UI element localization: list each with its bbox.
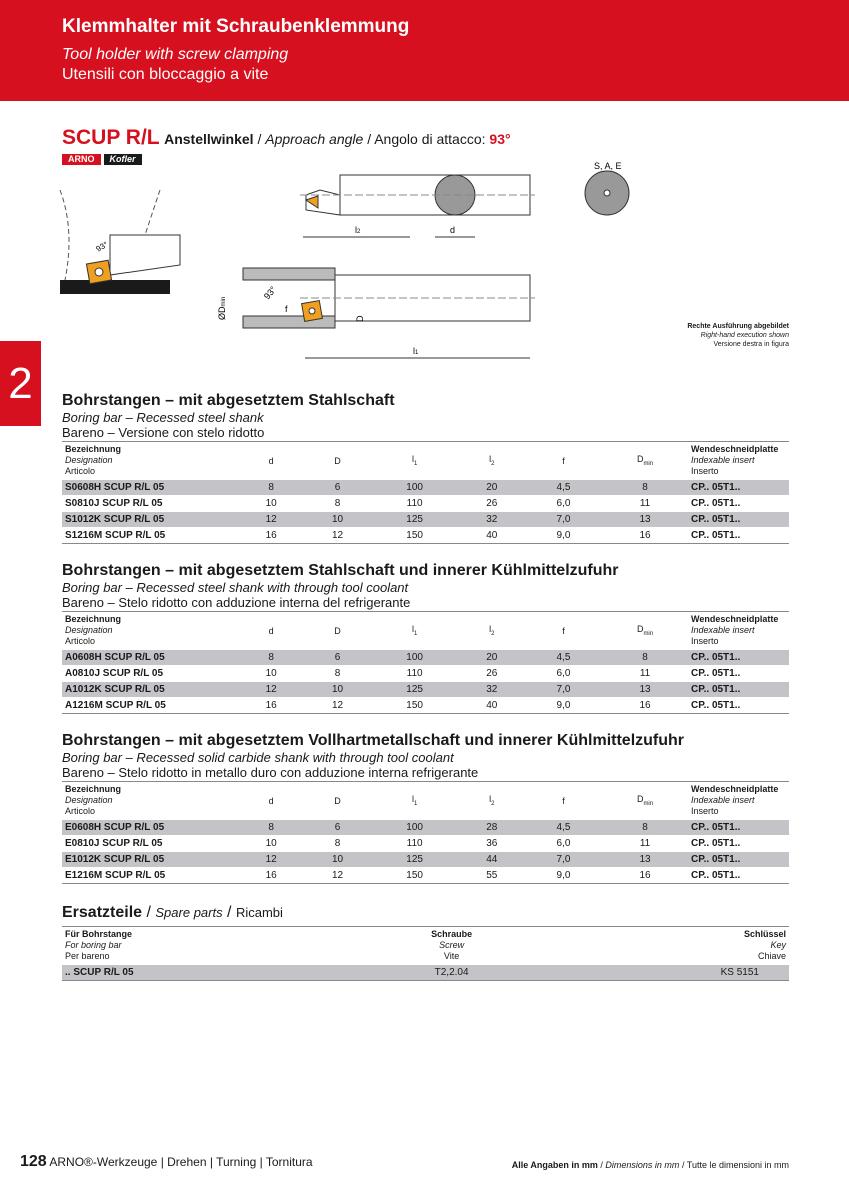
- section-title-it: Bareno – Stelo ridotto con adduzione interna del refrigerante: [62, 595, 411, 610]
- cell-dmin: 13: [602, 512, 688, 528]
- cell-designation: E0810J SCUP R/L 05: [62, 836, 238, 852]
- col-D: D: [304, 442, 370, 480]
- angle-label-en: Approach angle: [265, 131, 364, 147]
- spare-parts-section: [62, 904, 789, 981]
- cell-dmin: 16: [602, 528, 688, 544]
- spare-parts-table: [62, 926, 789, 981]
- cell-l1: 150: [371, 698, 459, 714]
- cell-l2: 55: [459, 868, 525, 884]
- cell-insert: CP.. 05T1..: [688, 682, 789, 698]
- article-table: [62, 781, 789, 884]
- cell-f: 7,0: [525, 852, 602, 868]
- cell-designation: E0608H SCUP R/L 05: [62, 820, 238, 836]
- col-l2: $l_2$: [459, 442, 525, 480]
- cell-f: 6,0: [525, 836, 602, 852]
- cell-f: 4,5: [525, 820, 602, 836]
- cell-l2: 26: [459, 496, 525, 512]
- cell-dmin: 11: [602, 496, 688, 512]
- table-row: [62, 698, 789, 714]
- col-dmin: $D_{min}$: [602, 612, 688, 650]
- section-title-en: Boring bar – Recessed steel shank: [62, 410, 264, 425]
- angle-label-de: Anstellwinkel: [164, 131, 254, 147]
- cell-f: 4,5: [525, 650, 602, 666]
- cell-dmin: 13: [602, 852, 688, 868]
- col-dmin: $D_{min}$: [602, 782, 688, 820]
- cell-designation: S0810J SCUP R/L 05: [62, 496, 238, 512]
- cell-insert: CP.. 05T1..: [688, 836, 789, 852]
- cell-f: 6,0: [525, 666, 602, 682]
- cell-insert: CP.. 05T1..: [688, 820, 789, 836]
- arno-logo: ARNO: [62, 154, 101, 165]
- table-row: [62, 496, 789, 512]
- cell-d: 8: [238, 820, 304, 836]
- cell-f: 4,5: [525, 480, 602, 496]
- table-row: [62, 852, 789, 868]
- table-row: [62, 666, 789, 682]
- section-title-de: Bohrstangen – mit abgesetztem Vollhartmetallschaft und innerer Kühlmittelzufuhr: [62, 732, 685, 749]
- dim-l2-text: l2: [355, 225, 361, 235]
- cell-l1: 125: [371, 852, 459, 868]
- sketch-angle-text: 93°: [94, 239, 110, 254]
- cell-d: 12: [238, 682, 304, 698]
- section-title-en: Boring bar – Recessed solid carbide shank with through tool coolant: [62, 750, 454, 765]
- cell-designation: S1216M SCUP R/L 05: [62, 528, 238, 544]
- cell-designation: A0608H SCUP R/L 05: [62, 650, 238, 666]
- dim-angle-text: 93°: [261, 284, 279, 302]
- cell-d: 10: [238, 836, 304, 852]
- cell-l1: 100: [371, 650, 459, 666]
- sae-label: S, A, E: [594, 161, 622, 171]
- section-title-it: Bareno – Versione con stelo ridotto: [62, 425, 265, 440]
- cell-insert: CP.. 05T1..: [688, 496, 789, 512]
- header-title-de: Klemmhalter mit Schraubenklemmung: [62, 16, 410, 37]
- cell-f: 9,0: [525, 698, 602, 714]
- col-d: d: [238, 442, 304, 480]
- cell-insert: CP.. 05T1..: [688, 528, 789, 544]
- section-title-de: Bohrstangen – mit abgesetztem Stahlschaft: [62, 392, 395, 409]
- footer-left: [20, 1153, 313, 1171]
- cell-insert: CP.. 05T1..: [688, 698, 789, 714]
- cell-f: 7,0: [525, 512, 602, 528]
- col-designation: Bezeichnung Designation Articolo: [62, 612, 238, 650]
- article-table: [62, 611, 789, 714]
- cell-insert: CP.. 05T1..: [688, 480, 789, 496]
- cell-D: 12: [304, 698, 370, 714]
- col-insert: Wendeschneidplatte Indexable insert Inserto: [688, 782, 789, 820]
- cell-insert: CP.. 05T1..: [688, 868, 789, 884]
- table-row: [62, 480, 789, 496]
- table-row: [62, 528, 789, 544]
- side-view: [300, 175, 535, 237]
- cell-designation: S1012K SCUP R/L 05: [62, 512, 238, 528]
- angle-value: 93°: [489, 131, 511, 147]
- dim-Dmin-text: ØDmin: [217, 296, 227, 320]
- col-insert: Wendeschneidplatte Indexable insert Inserto: [688, 442, 789, 480]
- product-title: SCUP R/L Anstellwinkel / Approach angle / Angolo di attacco: 93°: [62, 126, 511, 149]
- article-section: [62, 562, 789, 714]
- angle-label-it: Angolo di attacco:: [374, 131, 486, 147]
- table-row: [62, 682, 789, 698]
- cell-insert: CP.. 05T1..: [688, 512, 789, 528]
- cell-designation: A1216M SCUP R/L 05: [62, 698, 238, 714]
- cell-l1: 100: [371, 820, 459, 836]
- article-table: [62, 441, 789, 544]
- footer-right: Alle Angaben in mm / Dimensions in mm / Tutte le dimensioni in mm: [511, 1160, 789, 1170]
- cell-insert: CP.. 05T1..: [688, 852, 789, 868]
- cell-D: 10: [304, 512, 370, 528]
- cell-d: 16: [238, 868, 304, 884]
- table-row: [62, 650, 789, 666]
- page-number: 128: [20, 1153, 47, 1170]
- cell-l2: 26: [459, 666, 525, 682]
- cell-l1: 110: [371, 496, 459, 512]
- cell-l2: 20: [459, 650, 525, 666]
- cell-l1: 125: [371, 512, 459, 528]
- cell-D: 10: [304, 682, 370, 698]
- table-row: .. SCUP R/L 05 T2,2.04 KS 5151: [62, 965, 789, 981]
- cell-l2: 40: [459, 698, 525, 714]
- cell-d: 10: [238, 666, 304, 682]
- spare-col-screw: Schraube Screw Vite: [368, 927, 535, 965]
- cell-d: 12: [238, 512, 304, 528]
- col-dmin: $D_{min}$: [602, 442, 688, 480]
- cell-f: 9,0: [525, 868, 602, 884]
- section-title-it: Bareno – Stelo ridotto in metallo duro con adduzione interna refrigerante: [62, 765, 479, 780]
- cell-D: 6: [304, 650, 370, 666]
- col-D: D: [304, 782, 370, 820]
- cell-l1: 110: [371, 666, 459, 682]
- table-row: [62, 868, 789, 884]
- dim-l1-text: l1: [413, 346, 419, 356]
- cross-section: [585, 161, 629, 215]
- spare-col-bar: Für Bohrstange For boring bar Per bareno: [62, 927, 368, 965]
- cell-l1: 100: [371, 480, 459, 496]
- cell-D: 10: [304, 852, 370, 868]
- cell-D: 6: [304, 480, 370, 496]
- cell-designation: S0608H SCUP R/L 05: [62, 480, 238, 496]
- cell-designation: E1216M SCUP R/L 05: [62, 868, 238, 884]
- cell-l2: 44: [459, 852, 525, 868]
- header-title-it: Utensili con bloccaggio a vite: [62, 66, 269, 83]
- col-D: D: [304, 612, 370, 650]
- cell-f: 7,0: [525, 682, 602, 698]
- article-section: [62, 392, 789, 544]
- chapter-tab: 2: [0, 341, 41, 426]
- cell-D: 12: [304, 868, 370, 884]
- section-title-de: Bohrstangen – mit abgesetztem Stahlschaft und innerer Kühlmittelzufuhr: [62, 562, 619, 579]
- article-section: [62, 732, 789, 884]
- spare-parts-title: Ersatzteile / Spare parts / Ricambi: [62, 904, 283, 921]
- cell-d: 16: [238, 528, 304, 544]
- spare-col-key: Schlüssel Key Chiave: [535, 927, 789, 965]
- cell-l2: 20: [459, 480, 525, 496]
- cell-l1: 110: [371, 836, 459, 852]
- cell-d: 16: [238, 698, 304, 714]
- dim-f-text: f: [285, 304, 288, 314]
- section-title-en: Boring bar – Recessed steel shank with through tool coolant: [62, 580, 409, 595]
- footer-text: ARNO®-Werkzeuge | Drehen | Turning | Tornitura: [49, 1155, 313, 1169]
- cell-l1: 125: [371, 682, 459, 698]
- dim-d-text: d: [450, 225, 456, 235]
- cell-l2: 28: [459, 820, 525, 836]
- cell-D: 8: [304, 496, 370, 512]
- cell-dmin: 8: [602, 480, 688, 496]
- cell-l2: 36: [459, 836, 525, 852]
- col-designation: Bezeichnung Designation Articolo: [62, 442, 238, 480]
- table-row: [62, 836, 789, 852]
- note-en: Right-hand execution shown: [700, 332, 789, 339]
- cell-l1: 150: [371, 868, 459, 884]
- cell-D: 6: [304, 820, 370, 836]
- table-row: [62, 820, 789, 836]
- cell-insert: CP.. 05T1..: [688, 666, 789, 682]
- col-insert: Wendeschneidplatte Indexable insert Inserto: [688, 612, 789, 650]
- col-f: f: [525, 612, 602, 650]
- perspective-sketch: [60, 190, 180, 294]
- cell-l2: 32: [459, 682, 525, 698]
- cell-dmin: 8: [602, 650, 688, 666]
- cell-dmin: 16: [602, 868, 688, 884]
- cell-d: 12: [238, 852, 304, 868]
- cell-l2: 32: [459, 512, 525, 528]
- product-code: SCUP R/L: [62, 126, 160, 149]
- header-title-en: Tool holder with screw clamping: [62, 46, 289, 63]
- cell-l1: 150: [371, 528, 459, 544]
- col-f: f: [525, 442, 602, 480]
- cell-f: 9,0: [525, 528, 602, 544]
- cell-dmin: 11: [602, 836, 688, 852]
- cell-d: 10: [238, 496, 304, 512]
- cell-insert: CP.. 05T1..: [688, 650, 789, 666]
- note-de: Rechte Ausführung abgebildet: [687, 323, 789, 330]
- cell-dmin: 16: [602, 698, 688, 714]
- col-l2: $l_2$: [459, 612, 525, 650]
- cell-dmin: 11: [602, 666, 688, 682]
- col-l1: $l_1$: [371, 612, 459, 650]
- page-header: [0, 0, 849, 101]
- cell-l2: 40: [459, 528, 525, 544]
- col-designation: Bezeichnung Designation Articolo: [62, 782, 238, 820]
- cell-designation: E1012K SCUP R/L 05: [62, 852, 238, 868]
- col-d: d: [238, 782, 304, 820]
- col-l2: $l_2$: [459, 782, 525, 820]
- cell-designation: A0810J SCUP R/L 05: [62, 666, 238, 682]
- cell-D: 12: [304, 528, 370, 544]
- cell-d: 8: [238, 650, 304, 666]
- cell-d: 8: [238, 480, 304, 496]
- col-l1: $l_1$: [371, 442, 459, 480]
- execution-note: [687, 322, 789, 349]
- cell-D: 8: [304, 666, 370, 682]
- kofler-logo: Kofler: [104, 154, 142, 165]
- dim-D-text: D: [355, 315, 365, 322]
- col-l1: $l_1$: [371, 782, 459, 820]
- table-row: [62, 512, 789, 528]
- cell-dmin: 8: [602, 820, 688, 836]
- cell-D: 8: [304, 836, 370, 852]
- col-d: d: [238, 612, 304, 650]
- cell-f: 6,0: [525, 496, 602, 512]
- cell-designation: A1012K SCUP R/L 05: [62, 682, 238, 698]
- col-f: f: [525, 782, 602, 820]
- cell-dmin: 13: [602, 682, 688, 698]
- note-it: Versione destra in figura: [713, 341, 789, 348]
